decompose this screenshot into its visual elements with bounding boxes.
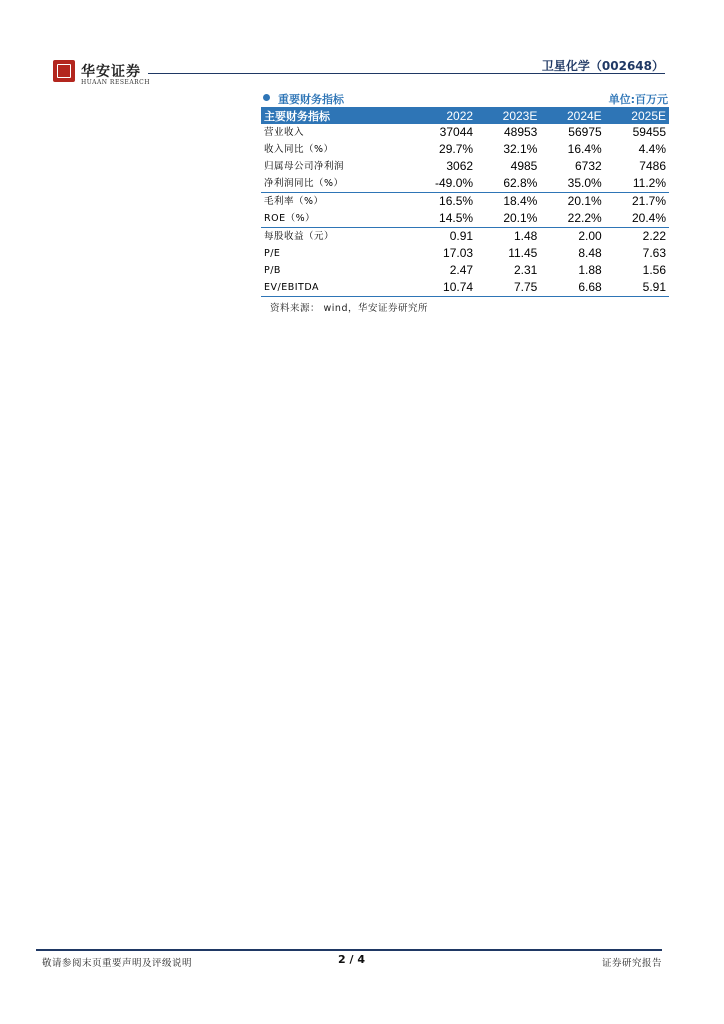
row-label: 归属母公司净利润	[264, 161, 345, 172]
table-cell: 7.75	[476, 279, 540, 297]
table-row	[261, 210, 669, 228]
table-cell: 21.7%	[631, 194, 666, 208]
column-header: 主要财务指标	[261, 107, 412, 124]
table-cell: 59455	[632, 125, 666, 139]
table-cell: 1.56	[642, 263, 666, 277]
column-header: 2023E	[476, 107, 540, 124]
table-cell: 10.74	[412, 279, 476, 297]
table-cell: 11.45	[508, 246, 538, 260]
row-label: 收入同比（%）	[264, 144, 334, 155]
table-cell: 62.8%	[476, 175, 540, 193]
row-label: 毛利率（%）	[264, 196, 324, 207]
table-cell: 1.88	[578, 263, 602, 277]
table-cell: 0.91	[449, 229, 474, 243]
table-cell: 16.4%	[567, 142, 602, 156]
seal-icon	[53, 60, 75, 82]
table-cell: 11.2%	[605, 175, 669, 193]
table-cell: 7486	[639, 159, 666, 173]
table-cell: 17.03	[443, 246, 474, 260]
table-row	[261, 279, 669, 297]
table-cell: 2.47	[449, 263, 474, 277]
table-cell: 7.63	[642, 246, 666, 260]
page-number: 2 / 4	[338, 953, 365, 966]
table-cell: 5.91	[605, 279, 669, 297]
huaan-logo	[53, 60, 150, 88]
table-cell: 18.4%	[503, 194, 538, 208]
financial-table	[261, 107, 669, 297]
table-cell: 32.1%	[503, 142, 538, 156]
table-cell: 6.68	[540, 279, 604, 297]
column-header: 2024E	[540, 107, 604, 124]
section-title: 重要财务指标	[278, 93, 344, 106]
table-cell: 1.48	[514, 229, 538, 243]
table-cell: 2.31	[514, 263, 538, 277]
row-label: 每股收益（元）	[264, 231, 335, 242]
table-cell: 20.4%	[605, 210, 669, 228]
table-cell: 48953	[503, 125, 538, 139]
table-row	[261, 158, 669, 175]
table-row	[261, 175, 669, 193]
table-cell: 2.00	[578, 229, 602, 243]
footer-disclaimer: 敬请参阅末页重要声明及评级说明	[42, 958, 193, 969]
table-row	[261, 262, 669, 279]
table-row	[261, 141, 669, 158]
row-label: P/B	[264, 265, 281, 276]
table-row	[261, 193, 669, 211]
section-header	[262, 91, 668, 107]
table-cell: 56975	[568, 125, 602, 139]
table-cell: 22.2%	[540, 210, 604, 228]
row-label: EV/EBITDA	[261, 279, 412, 297]
row-label: P/E	[264, 248, 281, 259]
table-header-row	[261, 107, 669, 124]
row-label: 营业收入	[264, 127, 305, 138]
row-label: ROE（%）	[261, 210, 412, 228]
table-cell: 35.0%	[540, 175, 604, 193]
row-label: 净利润同比（%）	[261, 175, 412, 193]
table-cell: 20.1%	[476, 210, 540, 228]
table-cell: 29.7%	[439, 142, 474, 156]
table-cell: 14.5%	[412, 210, 476, 228]
logo-subtitle: HUAAN RESEARCH	[81, 79, 150, 86]
footer-doc-type: 证券研究报告	[601, 958, 662, 969]
column-header: 2022	[412, 107, 476, 124]
table-cell: 4985	[510, 159, 538, 173]
table-cell: 3062	[446, 159, 474, 173]
data-source-note: 资料来源： wind，华安证券研究所	[270, 303, 428, 314]
bullet-icon	[263, 94, 270, 101]
unit-label: 单位:百万元	[608, 93, 668, 106]
logo-text: 华安证券	[81, 64, 141, 80]
table-row	[261, 124, 669, 141]
table-cell: 37044	[439, 125, 474, 139]
table-row	[261, 245, 669, 262]
company-title: 卫星化学（002648）	[541, 59, 664, 73]
footer-divider	[36, 949, 662, 951]
table-cell: 20.1%	[567, 194, 602, 208]
table-cell: 2.22	[642, 229, 666, 243]
table-cell: -49.0%	[412, 175, 476, 193]
column-header: 2025E	[605, 107, 669, 124]
table-cell: 8.48	[578, 246, 602, 260]
header-divider	[148, 73, 665, 74]
table-row	[261, 228, 669, 246]
table-cell: 16.5%	[439, 194, 474, 208]
table-cell: 6732	[574, 159, 602, 173]
table-cell: 4.4%	[638, 142, 666, 156]
